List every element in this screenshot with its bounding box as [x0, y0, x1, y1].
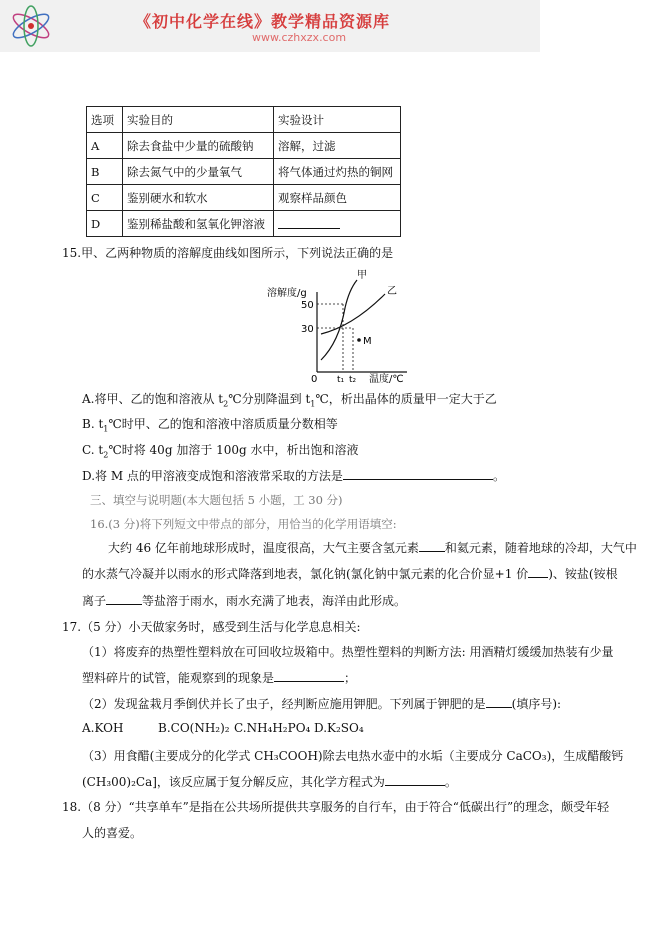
q17-option-d: D.K₂SO₄	[314, 721, 364, 735]
point-m	[357, 338, 361, 342]
q16-line3	[82, 592, 406, 609]
q18-line1: 18.（8 分）“共享单车”是指在公共场所提供共享服务的自行车，由于符合“低碳出行”的理念，颇受年轻	[62, 800, 610, 814]
q17-option-b: B.CO(NH₂)₂	[158, 721, 230, 735]
q15-option-d-end: 。	[492, 469, 505, 483]
q15-option-c-sub: 2	[103, 450, 109, 460]
table-cell: 鉴别稀盐酸和氢氧化钾溶液	[123, 211, 274, 237]
table-cell: 将气体通过灼热的铜网	[274, 159, 401, 185]
q15-option-d	[82, 467, 505, 484]
table-cell: 溶解，过滤	[274, 133, 401, 159]
q16-line3-text2: 等盐溶于雨水，雨水充满了地表，海洋由此形成。	[142, 594, 407, 608]
answer-blank	[419, 539, 445, 552]
q17-p2-text1: （2）发现盆栽月季倒伏并长了虫子，经判断应施用钾肥。下列属于钾肥的是	[82, 697, 486, 711]
header-banner	[0, 0, 540, 52]
answer-blank	[385, 773, 445, 786]
q15-option-b-sub: 1	[103, 424, 109, 434]
x-tick-t1: t₁	[337, 375, 345, 383]
origin-label: 0	[311, 374, 318, 383]
solubility-curve-chart	[265, 268, 410, 383]
experiment-table	[86, 106, 401, 237]
point-m-label: M	[363, 336, 372, 347]
q17-p2-text2: (填序号):	[511, 697, 562, 711]
y-tick-50: 50	[301, 300, 314, 311]
x-tick-t2: t₂	[349, 375, 357, 383]
q16-line1	[108, 539, 637, 556]
table-row	[87, 185, 401, 211]
q17-p2	[82, 695, 561, 712]
answer-blank	[278, 216, 340, 229]
table-row	[87, 133, 401, 159]
curve-yi-label: 乙	[387, 286, 397, 297]
q16-stem: 16.(3 分)将下列短文中带点的部分，用恰当的化学用语填空:	[90, 517, 397, 531]
q18-line2: 人的喜爱。	[82, 826, 143, 840]
q17-p3-line1: （3）用食醋(主要成分的化学式 CH₃COOH)除去电热水壶中的水垢（主要成分 CaCO₃)，生成醋酸钙	[82, 749, 624, 763]
table-row	[87, 159, 401, 185]
answer-blank	[106, 592, 142, 605]
y-axis-label: 溶解度/g	[267, 288, 307, 299]
section3-heading: 三、填空与说明题(本大题包括 5 小题，工 30 分)	[90, 493, 343, 507]
table-cell-blank	[274, 211, 401, 237]
q16-line3-text1: 离子	[82, 594, 107, 608]
table-cell: 观察样品颜色	[274, 185, 401, 211]
q15-option-a	[82, 390, 497, 408]
table-cell: 除去食盐中少量的硫酸钠	[123, 133, 274, 159]
table-header-cell: 选项	[87, 107, 123, 133]
q15-stem: 15.甲、乙两种物质的溶解度曲线如图所示，下列说法正确的是	[62, 246, 394, 260]
table-cell: 鉴别硬水和软水	[123, 185, 274, 211]
q15-option-c	[82, 441, 359, 459]
table-header-row	[87, 107, 401, 133]
answer-blank	[486, 695, 512, 708]
banner-url: www.czhxzx.com	[252, 31, 347, 44]
banner-title: 《初中化学在线》教学精品资源库	[135, 12, 391, 31]
q15-option-b-text1: B. t	[82, 417, 104, 431]
q17-option-c: C.NH₄H₂PO₄	[234, 721, 311, 735]
q17-p1-line1: （1）将废弃的热塑性塑料放在可回收垃圾箱中。热塑性塑料的判断方法: 用酒精灯缓缓加热装有少量	[82, 645, 614, 659]
q15-option-a-sub2: 1	[310, 399, 316, 409]
q17-option-a: A.KOH	[82, 721, 124, 735]
q17-p3-line2-text: (CH₃00)₂Ca]，该反应属于复分解反应，其化学方程式为	[82, 775, 385, 789]
q15-option-c-text2: ℃时将 40g 加溶于 100g 水中，析出饱和溶液	[108, 443, 359, 457]
q15-option-a-text3: ℃，析出晶体的质量甲一定大于乙	[315, 392, 497, 406]
answer-blank	[343, 467, 493, 480]
q15-option-b-text2: ℃时甲、乙的饱和溶液中溶质质量分数相等	[108, 417, 338, 431]
q16-line1-text2: 和氦元素，随着地球的冷却，大气中	[444, 541, 637, 555]
q16-line2-text2: )、铵盐(铵根	[548, 567, 618, 581]
atom-logo-icon	[6, 4, 56, 48]
q16-line1-text1: 大约 46 亿年前地球形成时，温度很高，大气主要含氢元素	[108, 541, 419, 555]
q17-options	[82, 721, 364, 735]
curve-jia	[321, 280, 357, 360]
table-cell: A	[87, 133, 123, 159]
q15-option-a-text1: A.将甲、乙的饱和溶液从 t	[82, 392, 224, 406]
q15-option-a-text2: ℃分别降温到 t	[228, 392, 311, 406]
table-cell: 除去氮气中的少量氧气	[123, 159, 274, 185]
answer-blank	[274, 669, 344, 682]
answer-blank	[528, 565, 548, 578]
q17-p3-line2-end: 。	[444, 775, 457, 789]
q15-option-b	[82, 415, 338, 433]
y-tick-30: 30	[301, 324, 314, 335]
curve-jia-label: 甲	[357, 270, 367, 281]
q16-line2-text1: 的水蒸气冷凝并以雨水的形式降落到地表，氯化钠(氯化钠中氯元素的化合价显+1 价	[82, 567, 529, 581]
q15-option-c-text1: C. t	[82, 443, 104, 457]
table-cell: D	[87, 211, 123, 237]
q15-option-d-text: D.将 M 点的甲溶液变成饱和溶液常采取的方法是	[82, 469, 343, 483]
q17-p3-line2	[82, 773, 457, 790]
q15-option-a-sub1: 2	[223, 399, 229, 409]
q17-p1-line2-end: ；	[344, 671, 357, 685]
q16-line2	[82, 565, 618, 582]
x-axis-label: 温度/℃	[369, 374, 404, 383]
q17-p1-line2-text: 塑料碎片的试管，能观察到的现象是	[82, 671, 275, 685]
table-header-cell: 实验设计	[274, 107, 401, 133]
q17-stem: 17.（5 分）小天做家务时，感受到生活与化学息息相关:	[62, 620, 361, 634]
table-row	[87, 211, 401, 237]
table-cell: B	[87, 159, 123, 185]
table-cell: C	[87, 185, 123, 211]
q17-p1-line2	[82, 669, 356, 686]
table-header-cell: 实验目的	[123, 107, 274, 133]
